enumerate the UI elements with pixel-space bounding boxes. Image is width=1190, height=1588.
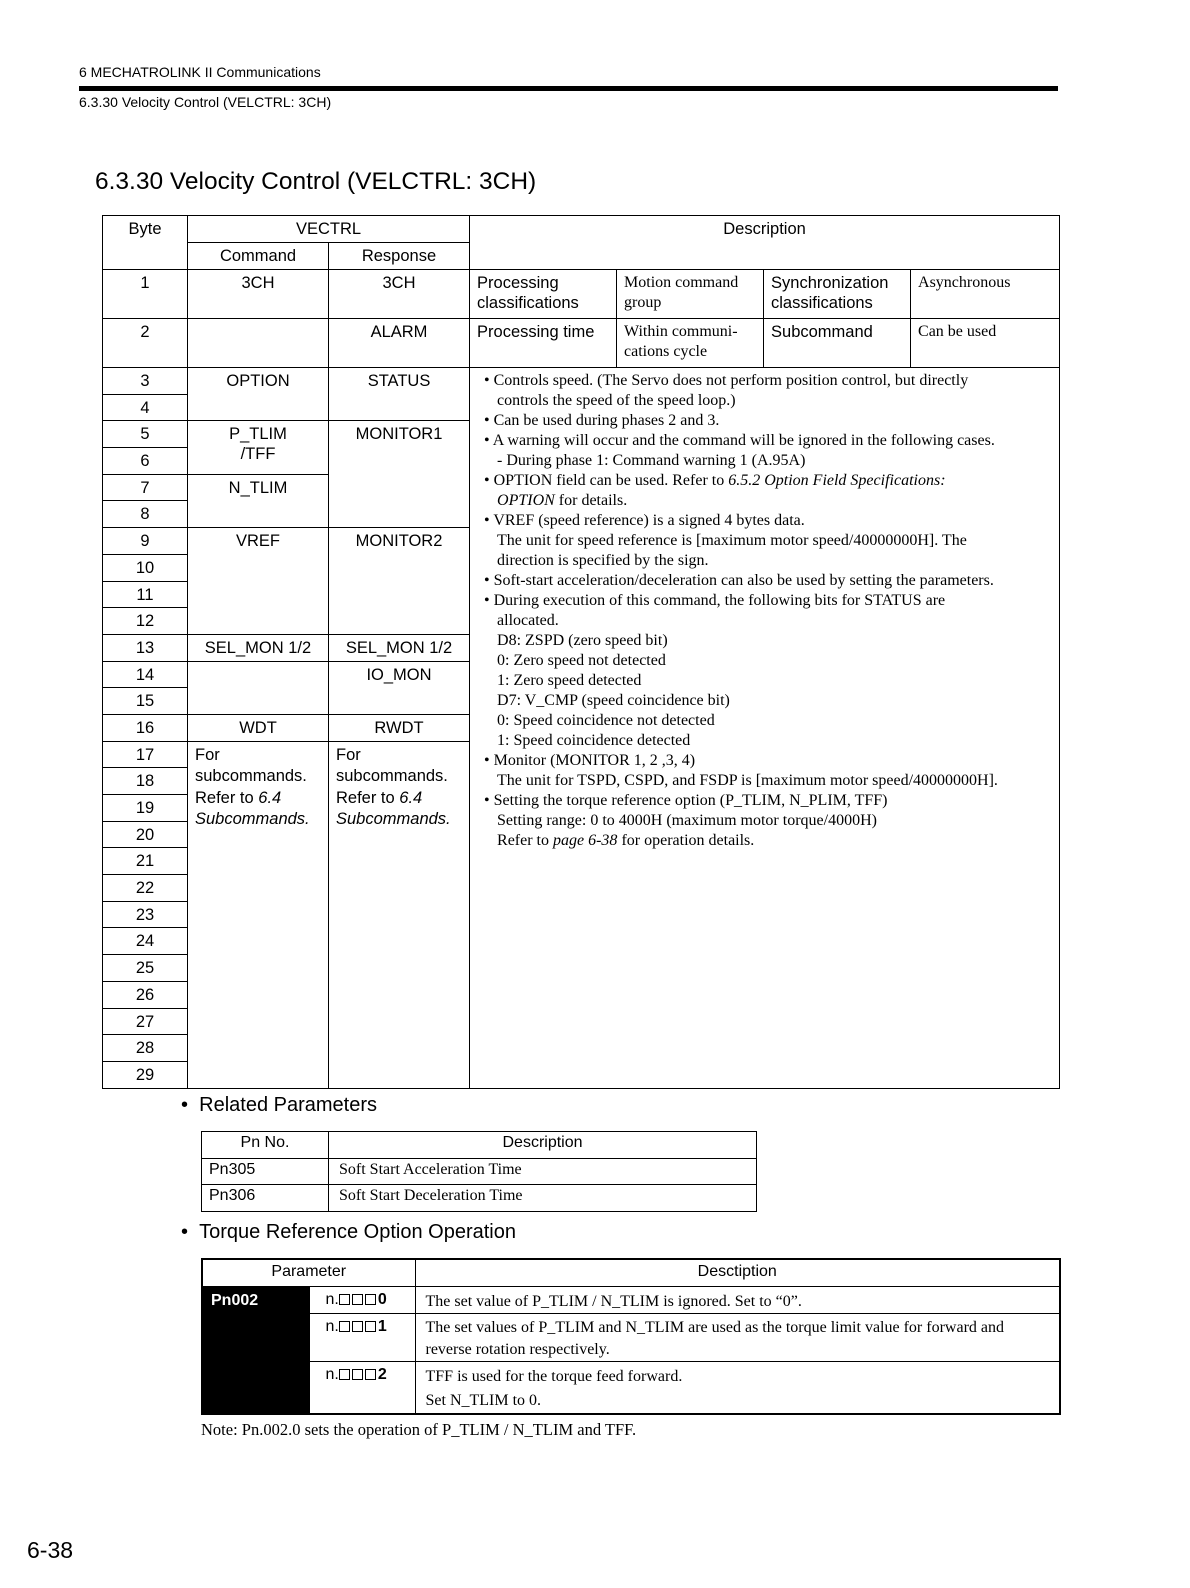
pn-cell: Pn305 <box>202 1158 329 1185</box>
velctrl-table <box>102 215 1060 1089</box>
attr-value: Within communi-cations cycle <box>617 319 764 368</box>
setting-desc: The set value of P_TLIM / N_TLIM is ignored. Set to “0”. <box>415 1286 1060 1313</box>
desc-line: • Monitor (MONITOR 1, 2 ,3, 4) <box>484 752 696 769</box>
subcommand-note: For <box>195 745 220 764</box>
byte-cell: 21 <box>103 848 188 875</box>
desc-line: direction is specified by the sign. <box>497 552 709 569</box>
byte-cell: 9 <box>103 528 188 555</box>
byte-cell: 25 <box>103 955 188 982</box>
byte-cell: 26 <box>103 981 188 1008</box>
desc-line: D7: V_CMP (speed coincidence bit) <box>497 692 730 709</box>
setting-prefix: n. <box>325 1317 339 1335</box>
header-byte: Byte <box>103 216 188 270</box>
response-cell: RWDT <box>329 714 470 741</box>
desc-line: • VREF (speed reference) is a signed 4 bytes data. <box>484 512 805 529</box>
byte-cell: 2 <box>103 319 188 368</box>
col-header: Pn No. <box>202 1132 329 1159</box>
command-cell: SEL_MON 1/2 <box>188 634 329 661</box>
field-label: P_TLIM <box>229 425 287 444</box>
byte-cell: 18 <box>103 768 188 795</box>
section-reference: 6.4 <box>399 788 423 807</box>
subcommand-note: Refer to <box>195 788 259 807</box>
desc-line: The unit for speed reference is [maximum motor speed/40000000H]. The <box>497 532 967 549</box>
related-params-table <box>201 1131 757 1212</box>
running-header-section: 6.3.30 Velocity Control (VELCTRL: 3CH) <box>79 94 332 110</box>
header-description: Description <box>470 216 1060 270</box>
page-number: 6-38 <box>27 1537 74 1563</box>
desc-line: Setting range: 0 to 4000H (maximum motor torque/4000H) <box>497 812 877 829</box>
byte-cell: 23 <box>103 901 188 928</box>
attr-key: Processing classifications <box>470 270 617 319</box>
attr-key: Subcommand <box>764 319 911 368</box>
setting-digit: 0 <box>377 1290 387 1308</box>
header-response: Response <box>329 243 470 270</box>
setting-value <box>309 1361 415 1414</box>
command-cell: 3CH <box>188 270 329 319</box>
byte-cell: 15 <box>103 688 188 715</box>
byte-cell: 3 <box>103 368 188 395</box>
subcommand-note: Refer to <box>336 788 400 807</box>
subcommand-note: subcommands. <box>195 767 307 786</box>
attr-key: Processing time <box>470 319 617 368</box>
heading-text: Related Parameters <box>199 1094 377 1116</box>
section-reference: 6.4 <box>258 788 282 807</box>
byte-cell: 5 <box>103 421 188 448</box>
col-header: Desctiption <box>415 1259 1060 1286</box>
desc-line: 1: Zero speed detected <box>497 672 642 689</box>
related-params-heading: • Related Parameters <box>181 1094 377 1116</box>
command-cell: N_TLIM <box>188 474 329 527</box>
byte-cell: 16 <box>103 714 188 741</box>
torque-option-table <box>201 1258 1061 1415</box>
response-cell <box>329 741 470 1088</box>
attr-value: Motion command group <box>617 270 764 319</box>
desc-line: for details. <box>554 492 628 509</box>
desc-line: • OPTION field can be used. Refer to <box>484 472 729 489</box>
header-vectrl: VECTRL <box>188 216 470 243</box>
attr-key: Synchronization classifications <box>764 270 911 319</box>
response-cell: MONITOR1 <box>329 421 470 528</box>
digit-box-icon <box>352 1321 363 1332</box>
byte-cell: 14 <box>103 661 188 688</box>
digit-box-icon <box>339 1321 350 1332</box>
desc-line: allocated. <box>497 612 559 629</box>
table-row <box>202 1185 757 1212</box>
desc-cell: Soft Start Acceleration Time <box>329 1158 757 1185</box>
setting-desc-line: TFF is used for the torque feed forward. <box>425 1367 683 1385</box>
desc-line: controls the speed of the speed loop.) <box>497 392 736 409</box>
field-label: /TFF <box>240 445 276 464</box>
byte-cell: 4 <box>103 394 188 421</box>
byte-cell: 27 <box>103 1008 188 1035</box>
digit-box-icon <box>365 1321 376 1332</box>
desc-line: • A warning will occur and the command will be ignored in the following cases. <box>484 432 995 449</box>
setting-digit: 2 <box>377 1365 387 1383</box>
digit-box-icon <box>365 1294 376 1305</box>
col-header: Description <box>329 1132 757 1159</box>
setting-prefix: n. <box>325 1365 339 1383</box>
command-cell <box>188 661 329 714</box>
digit-box-icon <box>339 1294 350 1305</box>
command-cell <box>188 741 329 1088</box>
desc-line: The unit for TSPD, CSPD, and FSDP is [maximum motor speed/40000000H]. <box>497 772 998 789</box>
desc-line: D8: ZSPD (zero speed bit) <box>497 632 668 649</box>
digit-box-icon <box>365 1369 376 1380</box>
running-header-chapter: 6 MECHATROLINK II Communications <box>79 64 321 80</box>
desc-line: • Soft-start acceleration/deceleration can also be used by setting the parameters. <box>484 572 994 589</box>
pn-cell: Pn306 <box>202 1185 329 1212</box>
response-cell: 3CH <box>329 270 470 319</box>
description-cell <box>470 368 1060 1089</box>
setting-prefix: n. <box>325 1290 339 1308</box>
digit-box-icon <box>339 1369 350 1380</box>
byte-cell: 1 <box>103 270 188 319</box>
table-row <box>202 1158 757 1185</box>
attr-value: Asynchronous <box>911 270 1060 319</box>
byte-cell: 24 <box>103 928 188 955</box>
byte-cell: 11 <box>103 581 188 608</box>
note-text: Note: Pn.002.0 sets the operation of P_TLIM / N_TLIM and TFF. <box>201 1420 637 1439</box>
byte-cell: 17 <box>103 741 188 768</box>
header-command: Command <box>188 243 329 270</box>
byte-cell: 12 <box>103 608 188 635</box>
byte-cell: 10 <box>103 554 188 581</box>
desc-line: - During phase 1: Command warning 1 (A.95A) <box>497 452 806 469</box>
page-title: 6.3.30 Velocity Control (VELCTRL: 3CH) <box>95 168 537 195</box>
desc-line: for operation details. <box>617 832 755 849</box>
command-cell <box>188 319 329 368</box>
torque-option-heading: • Torque Reference Option Operation <box>181 1221 516 1243</box>
response-cell: ALARM <box>329 319 470 368</box>
byte-cell: 8 <box>103 501 188 528</box>
byte-cell: 22 <box>103 875 188 902</box>
desc-line: 0: Zero speed not detected <box>497 652 666 669</box>
command-cell: WDT <box>188 714 329 741</box>
setting-desc: The set values of P_TLIM and N_TLIM are used as the torque limit value for forward and reverse rotation respectively. <box>415 1313 1060 1361</box>
response-cell: MONITOR2 <box>329 528 470 635</box>
subcommand-note: For <box>336 745 361 764</box>
command-cell <box>188 421 329 474</box>
desc-line: • Controls speed. (The Servo does not perform position control, but directly <box>484 372 969 389</box>
parameter-pn002: Pn002 <box>202 1286 309 1414</box>
subcommand-note: subcommands. <box>336 767 448 786</box>
digit-box-icon <box>352 1294 363 1305</box>
attr-value: Can be used <box>911 319 1060 368</box>
desc-line: Refer to <box>497 832 553 849</box>
byte-cell: 6 <box>103 448 188 475</box>
section-reference: Subcommands. <box>336 810 451 829</box>
response-cell: STATUS <box>329 368 470 421</box>
setting-value <box>309 1286 415 1313</box>
response-cell: SEL_MON 1/2 <box>329 634 470 661</box>
digit-box-icon <box>352 1369 363 1380</box>
section-reference: OPTION <box>497 492 555 509</box>
desc-line: • Can be used during phases 2 and 3. <box>484 412 720 429</box>
response-cell: IO_MON <box>329 661 470 714</box>
byte-cell: 13 <box>103 634 188 661</box>
command-cell: OPTION <box>188 368 329 421</box>
section-reference: Subcommands. <box>195 810 310 829</box>
byte-cell: 7 <box>103 474 188 501</box>
page-reference: page 6-38 <box>553 832 618 849</box>
desc-line: 0: Speed coincidence not detected <box>497 712 715 729</box>
desc-cell: Soft Start Deceleration Time <box>329 1185 757 1212</box>
desc-line: • Setting the torque reference option (P_TLIM, N_PLIM, TFF) <box>484 792 888 809</box>
byte-cell: 19 <box>103 795 188 822</box>
desc-line: • During execution of this command, the following bits for STATUS are <box>484 592 946 609</box>
col-header: Parameter <box>202 1259 415 1286</box>
header-rule <box>79 86 1058 91</box>
setting-value <box>309 1313 415 1361</box>
section-reference: 6.5.2 Option Field Specifications: <box>728 472 946 489</box>
desc-line: 1: Speed coincidence detected <box>497 732 691 749</box>
heading-text: Torque Reference Option Operation <box>199 1221 516 1243</box>
setting-desc-line: Set N_TLIM to 0. <box>425 1391 542 1409</box>
command-cell: VREF <box>188 528 329 635</box>
setting-digit: 1 <box>377 1317 387 1335</box>
setting-desc <box>415 1361 1060 1414</box>
byte-cell: 29 <box>103 1061 188 1088</box>
byte-cell: 28 <box>103 1035 188 1062</box>
byte-cell: 20 <box>103 821 188 848</box>
